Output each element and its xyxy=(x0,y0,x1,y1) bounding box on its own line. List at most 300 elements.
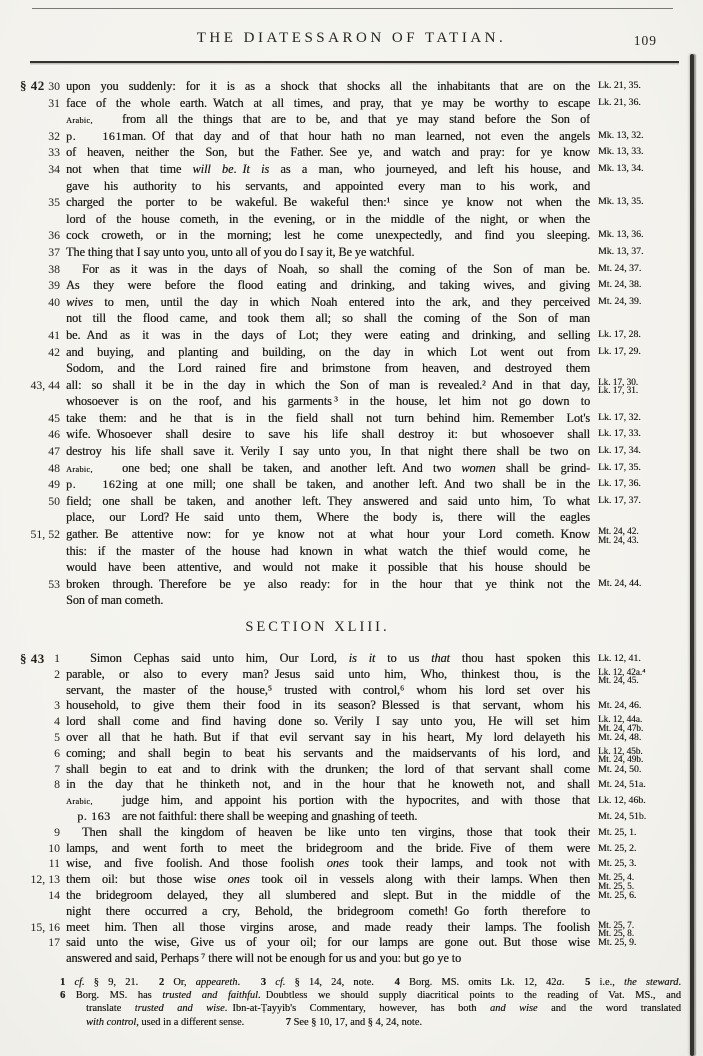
scripture-refs xyxy=(598,888,698,904)
line-gutter xyxy=(20,841,62,857)
line-text xyxy=(66,730,590,746)
scripture-refs xyxy=(598,194,698,211)
scripture-refs xyxy=(598,777,698,793)
verse-number: 7 xyxy=(54,761,60,776)
arabic-page-label: Arabic, xyxy=(66,116,93,126)
text-segment: took oil in vessels along with their lamps. When then xyxy=(249,872,590,887)
line-text xyxy=(66,651,590,667)
verse-number: 12, 13 xyxy=(30,872,60,887)
line-gutter xyxy=(20,730,62,746)
verse-number: 45 xyxy=(48,410,60,425)
text-segment: is it xyxy=(348,651,376,665)
text-segment: § 9, 21. xyxy=(84,976,159,988)
scripture-ref: Mt. 25, 6. xyxy=(598,889,637,901)
text-segment: in the day that he thinketh not, and in the hour that he knoweth not, and shall xyxy=(66,777,590,792)
text-segment: shall begin to eat and to drink with the drunken; the lord of that servant shall come xyxy=(66,761,590,776)
scripture-ref: Mt. 24, 46. xyxy=(598,700,642,712)
scripture-ref: Mt. 24, 48. xyxy=(598,731,642,743)
line-text xyxy=(66,698,590,714)
text-segment: and the word translated xyxy=(537,1003,681,1015)
text-line xyxy=(0,543,703,560)
arabic-page-label: p. 162 xyxy=(66,477,122,492)
text-line xyxy=(0,277,703,294)
text-line xyxy=(0,904,703,920)
line-gutter xyxy=(20,746,62,762)
text-segment: . xyxy=(233,161,243,176)
text-segment: and wise xyxy=(489,1003,538,1015)
text-segment: , used in a different sense. xyxy=(136,1016,286,1028)
text-segment: one bed; one shall be taken, and another left. And two xyxy=(122,460,462,475)
line-text xyxy=(66,327,590,344)
scripture-ref: Mt. 24, 44. xyxy=(598,577,642,589)
verse-number: 14 xyxy=(48,887,60,902)
text-line xyxy=(0,144,703,161)
line-gutter xyxy=(20,460,62,477)
line-text xyxy=(66,310,590,327)
text-segment: cf. xyxy=(275,976,286,988)
line-text xyxy=(66,261,590,278)
text-line xyxy=(0,78,703,95)
text-segment: charged the porter to be wakeful. Be wakeful then:¹ since ye know not when the xyxy=(66,195,590,210)
line-text xyxy=(66,111,590,128)
scripture-ref: Mk. 13, 36. xyxy=(598,229,644,241)
scripture-refs xyxy=(598,128,698,145)
verse-number: 32 xyxy=(48,128,60,143)
text-line xyxy=(0,919,703,939)
verse-number: 15, 16 xyxy=(30,919,60,934)
line-text xyxy=(66,244,590,261)
scripture-ref: Lk. 12, 42a.⁴ xyxy=(598,666,646,677)
line-text xyxy=(66,460,590,477)
line-gutter xyxy=(20,856,62,872)
line-text xyxy=(66,793,590,809)
text-segment: destroy his life shall save it. Verily I say unto you, In that night there shall be two on xyxy=(66,444,590,459)
text-segment: parable, or also to every man? Jesus said unto him, Who, thinkest thou, is the xyxy=(66,666,590,681)
text-segment: take them: and he that is in the field shall not turn behind him. Remember Lot's xyxy=(66,410,590,425)
scripture-ref: Mt. 25, 7. xyxy=(598,919,634,930)
scripture-refs xyxy=(598,651,698,667)
text-segment: not when that time xyxy=(66,161,193,176)
text-segment: i.e., xyxy=(599,976,624,988)
text-line xyxy=(0,841,703,857)
text-segment: answered and said, Perhaps ⁷ there will not be enough for us and you: but go ye to xyxy=(66,951,462,966)
scripture-ref: Mt. 25, 9. xyxy=(598,937,637,949)
line-text xyxy=(66,951,590,967)
line-gutter xyxy=(20,327,62,344)
scripture-ref: Mt. 24, 38. xyxy=(598,279,642,291)
text-line xyxy=(0,730,703,746)
scripture-refs xyxy=(598,493,698,510)
scripture-ref: Lk. 21, 36. xyxy=(598,96,641,108)
text-line xyxy=(0,762,703,778)
scripture-ref: Mt. 24, 45. xyxy=(598,675,639,686)
text-segment: thou hast spoken this xyxy=(449,651,590,665)
line-gutter xyxy=(20,576,62,593)
scripture-ref: Mt. 24, 47b. xyxy=(598,722,644,733)
scripture-ref: Lk. 17, 29. xyxy=(598,345,641,357)
text-line xyxy=(0,526,703,543)
line-gutter xyxy=(20,277,62,294)
scripture-ref: Mt. 25, 8. xyxy=(598,928,634,939)
scripture-ref: Lk. 12, 41. xyxy=(598,653,641,664)
text-segment: as a man, who journeyed, and left his house, and xyxy=(269,161,590,176)
text-segment: As they were before the flood eating and drinking, and taking wives, and giving xyxy=(66,278,590,293)
text-line xyxy=(0,698,703,714)
text-segment: lamps, and went forth to meet the bridegroom and the bride. Five of them were xyxy=(66,840,590,855)
text-segment: whosoever is on the roof, and his garments ³ in the house, let him not go down to xyxy=(66,394,590,409)
text-segment: 5 xyxy=(585,976,600,988)
text-segment: cock croweth, or in the morning; lest he come unexpectedly, and find you sleeping. xyxy=(66,228,590,243)
line-gutter xyxy=(20,410,62,427)
line-text xyxy=(66,777,590,793)
line-text xyxy=(66,128,590,145)
text-segment: from all the things that are to be, and that ye may stand before the Son of xyxy=(122,112,590,127)
scripture-refs xyxy=(598,277,698,294)
verse-number: 2 xyxy=(54,666,60,681)
text-line xyxy=(0,651,703,667)
section-marker: § 43 xyxy=(20,651,45,666)
text-segment: gather. Be attentive now: for ye know not at what hour your Lord cometh. Know xyxy=(66,527,590,542)
text-line xyxy=(0,410,703,427)
section-marker: § 42 xyxy=(20,78,45,93)
scripture-ref: Lk. 12, 46b. xyxy=(598,795,646,807)
text-line xyxy=(0,161,703,178)
text-segment: household, to give them their food in its season? Blessed is that servant, whom his xyxy=(66,698,590,713)
line-gutter xyxy=(20,194,62,211)
text-segment: ones xyxy=(326,856,349,871)
verse-number: 35 xyxy=(48,195,60,210)
line-text xyxy=(66,426,590,443)
text-line xyxy=(0,443,703,460)
text-segment: It is xyxy=(242,161,270,176)
line-gutter xyxy=(20,244,62,261)
verse-number: 6 xyxy=(54,745,60,760)
verse-number: 49 xyxy=(48,477,60,492)
text-segment: them oil: but those wise xyxy=(66,872,228,887)
text-line xyxy=(0,178,703,195)
text-line xyxy=(0,809,703,825)
text-segment: to us xyxy=(375,651,432,665)
scripture-ref: Lk. 21, 35. xyxy=(598,80,641,91)
footnote-line xyxy=(60,989,681,1002)
text-segment: field; one shall be taken, and another left. They answered and said unto him, To what xyxy=(66,493,590,508)
text-segment: shall be grind- xyxy=(495,460,590,475)
line-gutter xyxy=(20,714,62,730)
text-line xyxy=(0,194,703,211)
text-line xyxy=(0,666,703,686)
text-line xyxy=(0,377,703,394)
line-text xyxy=(66,856,590,872)
verse-number: 53 xyxy=(48,576,60,591)
line-text xyxy=(66,144,590,161)
scripture-ref: Lk. 17, 31. xyxy=(598,385,639,396)
verse-number: 10 xyxy=(48,840,60,855)
line-text xyxy=(66,211,590,228)
verse-number: 42 xyxy=(48,344,60,359)
text-segment: of heaven, neither the Son, but the Father. See ye, and watch and pray: for ye know xyxy=(66,145,590,160)
line-text xyxy=(66,509,590,526)
text-segment: . Ibn-at-Ṭayyib's Commentary, however, has both xyxy=(224,1003,490,1015)
line-text xyxy=(66,872,590,888)
scripture-ref: Mk. 13, 32. xyxy=(598,129,644,141)
scripture-refs xyxy=(598,426,698,443)
text-line xyxy=(0,95,703,112)
text-segment: meet him. Then all those virgins arose, and made ready their lamps. The foolish xyxy=(66,919,590,934)
page-header xyxy=(30,30,673,56)
text-segment: to men, until the day in which Noah entered into the ark, and they perceived xyxy=(92,294,590,309)
line-text xyxy=(66,78,590,95)
line-text xyxy=(66,161,590,178)
scripture-ref: Lk. 17, 34. xyxy=(598,445,641,457)
section-heading: SECTION XLIII. xyxy=(245,619,390,635)
text-segment: the steward xyxy=(623,976,679,988)
text-segment: 7 xyxy=(285,1016,294,1028)
scripture-ref: Lk. 17, 36. xyxy=(598,478,641,490)
text-line xyxy=(0,714,703,733)
text-segment: 3 xyxy=(260,976,276,988)
scripture-refs xyxy=(598,78,698,95)
scripture-ref: Mt. 24, 50. xyxy=(598,763,642,775)
text-line xyxy=(0,576,703,593)
scripture-ref: Mt. 25, 5. xyxy=(598,880,634,891)
text-line xyxy=(0,559,703,576)
verse-number: 51, 52 xyxy=(30,527,60,542)
scripture-ref: Mt. 24, 43. xyxy=(598,534,639,545)
scripture-refs xyxy=(598,344,698,361)
line-gutter xyxy=(20,762,62,778)
line-gutter xyxy=(20,426,62,443)
text-line xyxy=(0,493,703,510)
line-text xyxy=(66,294,590,311)
verse-number: 48 xyxy=(48,460,60,475)
line-gutter xyxy=(20,698,62,714)
footnotes xyxy=(60,976,681,1029)
verse-number: 38 xyxy=(48,261,60,276)
line-text xyxy=(66,410,590,427)
line-text xyxy=(66,576,590,593)
text-segment: cf. xyxy=(74,976,85,988)
text-line xyxy=(0,426,703,443)
verse-number: 30 xyxy=(48,79,60,93)
text-segment: For as it was in the days of Noah, so shall the coming of the Son of man be. xyxy=(82,261,590,276)
scripture-refs xyxy=(598,576,698,593)
text-line xyxy=(0,592,703,609)
text-segment: lord of the house cometh, in the evening, or in the middle of the night, or when the xyxy=(66,211,590,226)
line-gutter xyxy=(20,667,62,683)
text-segment: broken through. Therefore be ye also ready: for in the hour that ye think not the xyxy=(66,576,590,591)
text-segment: said unto the wise, Give us of your oil; for our lamps are gone out. But those wise xyxy=(66,935,590,950)
line-gutter xyxy=(20,777,62,793)
scripture-refs xyxy=(598,793,698,809)
line-text xyxy=(66,227,590,244)
text-segment: upon you suddenly: for it is as a shock that shocks all the inhabitants that are on the xyxy=(66,79,590,93)
scripture-ref: Mt. 24, 51a. xyxy=(598,779,646,791)
scripture-ref: Mt. 25, 4. xyxy=(598,872,634,883)
text-line xyxy=(0,211,703,228)
line-text xyxy=(66,443,590,460)
text-segment: See § 10, 17, and § 4, 24, note. xyxy=(293,1016,422,1028)
text-line xyxy=(0,227,703,244)
footnote-line xyxy=(60,976,681,989)
text-segment: . xyxy=(237,976,261,988)
scripture-refs xyxy=(598,856,698,872)
text-line xyxy=(0,460,703,477)
text-segment: would have been attentive, and would not make it possible that his house should be xyxy=(66,560,590,575)
scripture-refs xyxy=(598,526,698,544)
text-segment: coming; and shall begin to beat his servants and the maidservants of his lord, and xyxy=(66,745,590,760)
line-text xyxy=(66,825,590,841)
header-rule xyxy=(30,61,679,63)
line-gutter xyxy=(20,443,62,460)
line-text xyxy=(66,277,590,294)
text-segment: 4 xyxy=(394,976,409,988)
line-text xyxy=(66,714,590,730)
line-text xyxy=(66,360,590,377)
text-segment: Borg. MS. has xyxy=(75,990,163,1002)
scripture-ref: Lk. 17, 37. xyxy=(598,494,641,506)
verse-number: 9 xyxy=(54,824,60,839)
scripture-refs xyxy=(598,244,698,261)
scripture-refs xyxy=(598,327,698,344)
text-segment: 2 xyxy=(158,976,174,988)
line-gutter xyxy=(20,651,62,667)
line-text xyxy=(66,543,590,560)
verse-number: 47 xyxy=(48,444,60,459)
text-segment: with control xyxy=(86,1016,137,1028)
scripture-ref: Mt. 24, 49b. xyxy=(598,754,644,765)
line-text xyxy=(66,920,590,936)
text-line xyxy=(0,360,703,377)
text-segment: will be xyxy=(192,161,234,176)
verse-number: 43, 44 xyxy=(30,377,60,392)
scripture-refs xyxy=(598,161,698,178)
scripture-ref: Lk. 17, 35. xyxy=(598,461,641,473)
arabic-page-label: Arabic, xyxy=(66,797,93,807)
text-segment: Or, xyxy=(173,976,196,988)
text-segment: . xyxy=(561,976,586,988)
section-42 xyxy=(0,78,703,609)
line-gutter xyxy=(20,476,62,493)
scripture-refs xyxy=(598,698,698,714)
text-segment: women xyxy=(461,460,496,475)
text-line xyxy=(0,825,703,841)
text-segment: this: if the master of the house had known in what watch the thief would come, he xyxy=(66,543,590,558)
line-text xyxy=(66,95,590,112)
text-segment: ing at one mill; one shall be taken, and another left. And two shall be in the xyxy=(122,477,590,492)
line-gutter xyxy=(20,493,62,510)
line-gutter xyxy=(20,935,62,951)
line-text xyxy=(66,935,590,951)
text-segment: 6 xyxy=(60,990,76,1002)
text-line xyxy=(0,793,703,809)
text-segment: took their lamps, and took not with xyxy=(348,856,590,871)
text-segment: appeareth xyxy=(195,976,238,988)
scripture-ref: Mt. 24, 51b. xyxy=(598,810,647,822)
verse-number: 4 xyxy=(54,714,60,729)
verse-number: 41 xyxy=(48,327,60,342)
text-segment: Simon Cephas said unto him, Our Lord, xyxy=(90,651,349,665)
text-line xyxy=(0,951,703,967)
section-43 xyxy=(0,651,703,967)
scripture-ref: Lk. 17, 28. xyxy=(598,328,641,340)
verse-number: 5 xyxy=(54,729,60,744)
scripture-ref: Mk. 13, 33. xyxy=(598,146,644,158)
text-line xyxy=(0,393,703,410)
text-segment: be. And as it was in the days of Lot; they were eating and drinking, and selling xyxy=(66,327,590,342)
scripture-refs xyxy=(598,261,698,278)
text-segment: . Doubtless we should supply diacritical points to the reading of Vat. MS., and xyxy=(257,990,681,1002)
text-segment: gave his authority to his servants, and appointed every man to his work, and xyxy=(66,178,590,193)
text-segment: § 14, 24, note. xyxy=(285,976,395,988)
line-gutter xyxy=(20,294,62,311)
scripture-refs xyxy=(598,144,698,161)
text-line xyxy=(0,128,703,145)
scripture-refs xyxy=(598,809,698,825)
line-text xyxy=(66,746,590,762)
line-text xyxy=(66,344,590,361)
text-segment: that xyxy=(431,651,450,665)
scripture-ref: Lk. 12, 45b. xyxy=(598,745,643,756)
verse-number: 46 xyxy=(48,427,60,442)
line-gutter xyxy=(20,78,62,95)
text-segment: translate xyxy=(86,1003,135,1015)
verse-number: 3 xyxy=(54,698,60,713)
text-line xyxy=(0,344,703,361)
scripture-ref: Mk. 13, 37. xyxy=(598,245,644,257)
text-segment: judge him, and appoint his portion with the hypocrites, and with those that xyxy=(122,793,590,808)
text-segment: are not faithful: there shall be weeping and gnashing of teeth. xyxy=(122,808,418,823)
verse-number: 40 xyxy=(48,294,60,309)
line-gutter xyxy=(20,825,62,841)
line-text xyxy=(66,904,590,920)
line-gutter xyxy=(20,888,62,904)
page-number: 109 xyxy=(633,33,657,48)
line-text xyxy=(66,393,590,410)
text-segment: trusted and faithful xyxy=(162,990,258,1002)
text-segment: place, our Lord? He said unto them, Where the body is, there will the eagles xyxy=(66,510,590,525)
scripture-refs xyxy=(598,443,698,460)
text-line xyxy=(0,327,703,344)
line-gutter xyxy=(20,872,62,888)
text-line xyxy=(0,509,703,526)
verse-number: 31 xyxy=(48,95,60,110)
verse-number: 17 xyxy=(48,935,60,950)
top-rule xyxy=(32,8,673,9)
verse-number: 36 xyxy=(48,228,60,243)
scripture-refs xyxy=(598,667,698,685)
text-segment: The thing that I say unto you, unto all of you do I say it, Be ye watchful. xyxy=(66,244,415,259)
scripture-ref: Lk. 17, 33. xyxy=(598,428,641,440)
scripture-refs xyxy=(598,825,698,841)
scripture-ref: Mk. 13, 35. xyxy=(598,196,644,208)
arabic-page-label: p. 163 xyxy=(77,808,111,823)
scripture-ref: Mt. 24, 39. xyxy=(598,295,642,307)
text-segment: all: so shall it be in the day in which the Son of man is revealed.² And in that day, xyxy=(66,377,590,392)
text-segment: Then shall the kingdom of heaven be like unto ten virgins, those that took their xyxy=(82,824,590,839)
line-text xyxy=(66,592,590,609)
scripture-ref: Mt. 25, 3. xyxy=(598,858,637,870)
text-segment: a xyxy=(556,976,562,988)
verse-number: 1 xyxy=(54,651,60,665)
text-segment: wife. Whosoever shall desire to save his life shall destroy it: but whosoever shall xyxy=(66,427,590,442)
scripture-ref: Mt. 24, 37. xyxy=(598,262,642,274)
line-gutter xyxy=(20,227,62,244)
line-gutter xyxy=(20,261,62,278)
text-line xyxy=(0,888,703,904)
text-segment: Sodom, and the Lord rained fire and brimstone from heaven, and destroyed them xyxy=(66,361,590,376)
text-segment: wives xyxy=(66,294,93,309)
text-segment: wise, and five foolish. And those foolish xyxy=(66,856,327,871)
